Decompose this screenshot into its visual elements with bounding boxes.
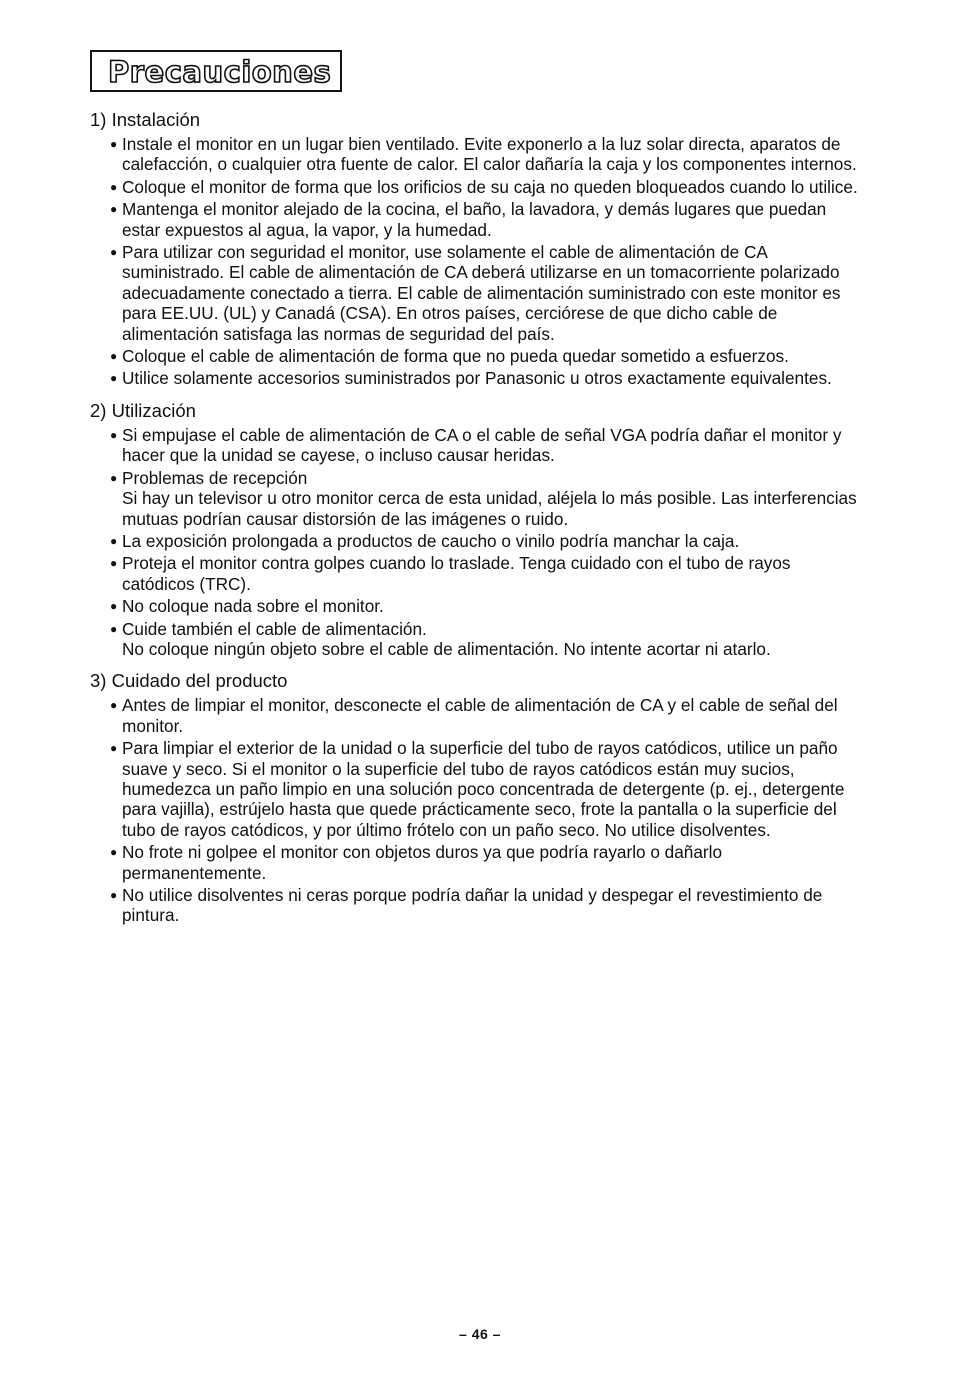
list-item: ● Instale el monitor en un lugar bien ventilado. Evite exponerlo a la luz solar directa, aparatos de calefacción, o cualquier otra fuente de calor. El calor dañaría la caja y los componentes internos.	[110, 134, 857, 175]
section-heading: 3) Cuidado del producto	[90, 670, 288, 692]
item-subtext: No coloque ningún objeto sobre el cable de alimentación. No intente acortar ni atarlo.	[122, 638, 771, 659]
list-item: ● Antes de limpiar el monitor, desconecte el cable de alimentación de CA y el cable de señal del monitor.	[110, 695, 838, 736]
section-product-care	[90, 669, 860, 925]
list-item: ● Utilice solamente accesorios suministrados por Panasonic u otros exactamente equivalentes.	[110, 368, 832, 389]
bullet-icon: ●	[110, 741, 118, 756]
bullet-icon: ●	[110, 556, 118, 571]
bullet-icon: ●	[110, 845, 118, 860]
page-number: – 46 –	[459, 1326, 501, 1342]
list-item: ● Si empujase el cable de alimentación de CA o el cable de señal VGA podría dañar el monitor y hacer que la unidad se cayese, o incluso causar heridas.	[110, 424, 842, 466]
title-box	[90, 50, 342, 92]
bullet-icon: ●	[110, 179, 118, 194]
list-item: ● Cuide también el cable de alimentación. No coloque ningún objeto sobre el cable de alimentación. No intente acortar ni atarlo.	[110, 619, 860, 660]
list-item: ● No coloque nada sobre el monitor.	[110, 596, 384, 617]
section-heading: 1) Instalación	[90, 109, 201, 130]
list-item: ● No utilice disolventes ni ceras porque podría dañar la unidad y despegar el revestimiento de pintura.	[110, 885, 823, 926]
bullet-icon: ●	[110, 202, 118, 217]
section-heading: 2) Utilización	[90, 399, 196, 421]
section-installation	[90, 108, 860, 389]
bullet-icon: ●	[110, 245, 118, 260]
list-item: ● Coloque el monitor de forma que los orificios de su caja no queden bloqueados cuando lo utilice.	[110, 176, 858, 197]
bullet-icon: ●	[110, 888, 118, 902]
list-item: ● Coloque el cable de alimentación de forma que no pueda quedar sometido a esfuerzos.	[110, 346, 789, 367]
item-list	[90, 425, 860, 659]
bullet-icon: ●	[110, 533, 118, 548]
item-list	[90, 695, 860, 925]
list-item: ● Proteja el monitor contra golpes cuando lo traslade. Tenga cuidado con el tubo de rayos catódicos (TRC).	[110, 553, 791, 594]
item-list	[90, 134, 860, 389]
list-item: ● Para utilizar con seguridad el monitor, use solamente el cable de alimentación de CA suministrado. El cable de alimentación de CA deberá utilizarse en un tomacorriente polarizado adecuadamente conectado a tierra. El cable de alimentación suministrado con este monitor es para EE.UU. (UL) y Canadá (CSA). En otros países, cerciórese de que dicho cable de alimentación satisfaga las normas de seguridad del país.	[110, 242, 841, 344]
list-item: ● No frote ni golpee el monitor con objetos duros ya que podría rayarlo o dañarlo permanentemente.	[110, 842, 723, 883]
bullet-icon: ●	[110, 371, 118, 386]
list-item: ● Problemas de recepción Si hay un televisor u otro monitor cerca de esta unidad, aléjela lo más posible. Las interferencias mutuas podrían causar distorsión de las imágenes o ruido.	[110, 468, 860, 529]
bullet-icon: ●	[110, 427, 118, 442]
bullet-icon: ●	[110, 599, 118, 614]
list-item: ● Mantenga el monitor alejado de la cocina, el baño, la lavadora, y demás lugares que puedan estar expuestos al agua, la vapor, y la humedad.	[110, 199, 827, 240]
bullet-icon: ●	[110, 349, 118, 364]
bullet-icon: ●	[110, 470, 118, 485]
content	[90, 108, 860, 928]
bullet-icon: ●	[110, 698, 118, 713]
bullet-icon: ●	[110, 621, 118, 636]
page-title: Precauciones	[108, 55, 332, 89]
item-subtext: Si hay un televisor u otro monitor cerca de esta unidad, aléjela lo más posible. Las interferencias mutuas podrían causar distorsión de las imágenes o ruido.	[122, 488, 857, 529]
bullet-icon: ●	[110, 137, 118, 151]
list-item: ● Para limpiar el exterior de la unidad o la superficie del tubo de rayos catódicos, utilice un paño suave y seco. Si el monitor o la superficie del tubo de rayos catódicos están muy sucios, humedezca un paño limpio en una solución poco concentrada de detergente (p. ej., detergente para vajilla), estrújelo hasta que quede prácticamente seco, frote la pantalla o la superficie del tubo de rayos catódicos, y por último frótelo con un paño seco. No utilice disolventes.	[110, 738, 845, 840]
section-usage	[90, 399, 860, 659]
list-item: ● La exposición prolongada a productos de caucho o vinilo podría manchar la caja.	[110, 530, 740, 551]
